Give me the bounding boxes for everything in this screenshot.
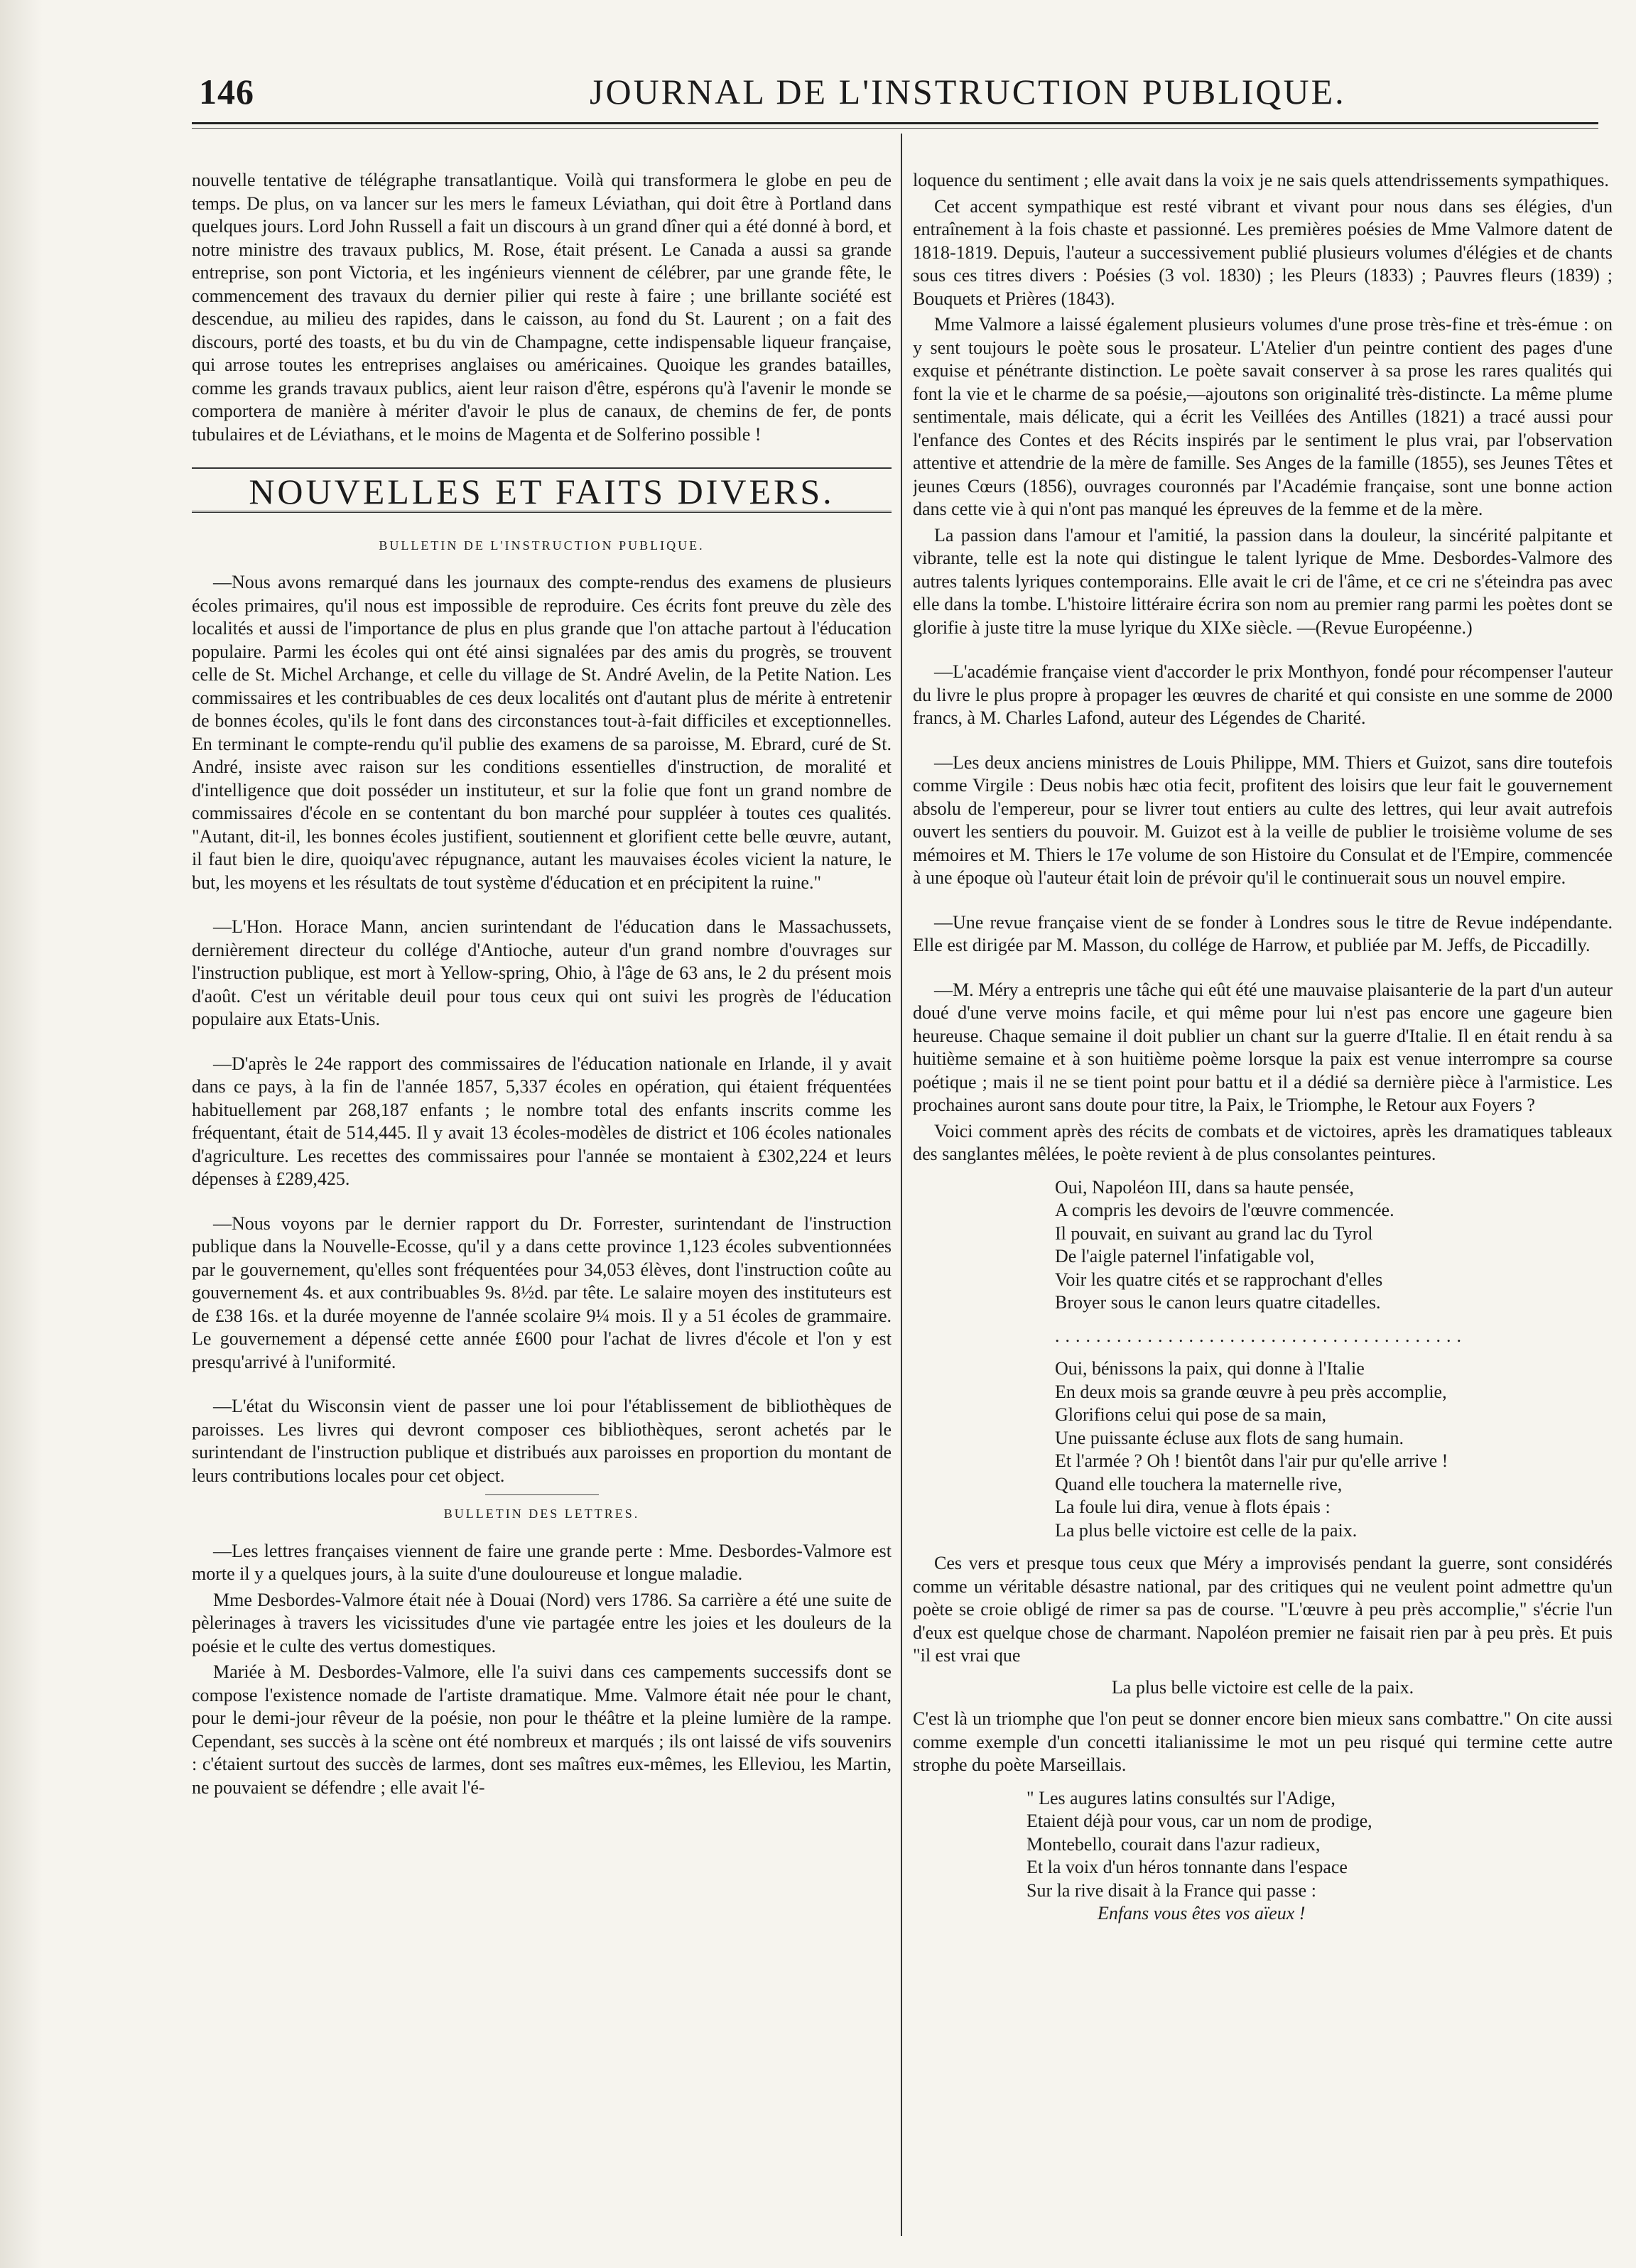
lettres-paragraph: Mme Desbordes-Valmore était née à Douai (Nord) vers 1786. Sa carrière a été une suite de pèlerinages à travers les vicissitudes d'une vie partagée entre les joies et les douleurs de la poésie et le culte des vertus domestiques. xyxy=(192,1589,892,1656)
verse-line: Quand elle touchera la maternelle rive, xyxy=(1055,1473,1343,1494)
lettres-paragraph: —Les lettres françaises viennent de faire une grande perte : Mme. Desbordes-Valmore est morte il y a quelques jours, à la suite d'une douloureuse et longue maladie. xyxy=(192,1540,892,1584)
news-item: —Une revue française vient de se fonder à Londres sous le titre de Revue indépendante. Elle est dirigée par M. Masson, du collége de Harrow, et publiée par M. Jeffs, de Piccadilly. xyxy=(913,911,1613,955)
verse-line: De l'aigle paternel l'infatigable vol, xyxy=(1055,1246,1315,1266)
lettres-paragraph: La passion dans l'amour et l'amitié, la passion dans la douleur, la sincérité palpitante et vibrante, telle est la note qui distingue le talent lyrique de Mme. Desbordes-Valmore des autres talents lyriques contemporains. Elle avait le cri de l'âme, et ce cri ne s'éteindra pas avec elle dans la tombe. L'histoire littéraire écrira son nom au premier rang parmi les poètes dont se glorifie à juste titre la muse lyrique du XIXe siècle. —(Revue Européenne.) xyxy=(913,524,1613,638)
news-item: —L'Hon. Horace Mann, ancien surintendant de l'éducation dans le Massachussets, dernièrement directeur du collége d'Antioche, auteur d'un grand nombre d'ouvrages sur l'instruction publique, est mort à Yellow-spring, Ohio, à l'âge de 63 ans, le 2 du présent mois d'août. C'est un véritable deuil pour tous ceux qui ont suivi les progrès de l'éducation populaire aux Etats-Unis. xyxy=(192,916,892,1029)
news-item: —L'académie française vient d'accorder le prix Monthyon, fondé pour récompenser l'auteur du livre le plus propre à propager les œuvres de charité et qui consiste en une somme de 2000 francs, à M. Charles Lafond, auteur des Légendes de Charité. xyxy=(913,661,1613,728)
section-title: NOUVELLES ET FAITS DIVERS. xyxy=(249,472,835,511)
verse-line: Sur la rive disait à la France qui passe : xyxy=(1026,1879,1316,1901)
verse-line: A compris les devoirs de l'œuvre commencée. xyxy=(1055,1200,1394,1220)
quoted-line: La plus belle victoire est celle de la paix. xyxy=(1111,1676,1414,1698)
news-item: —Les deux anciens ministres de Louis Philippe, MM. Thiers et Guizot, sans dire toutefois comme Virgile : Deus nobis hæc otia fecit, profitent des loisirs que leur fait le gouvernement absolu de l'empereur, pour se livrer tout entiers au culte des lettres, qui leur avait autrefois ouvert les sentiers du pouvoir. M. Guizot est à la veille de publier le troisième volume de ses mémoires et M. Thiers le 17e volume de son Histoire du Consulat et de l'Empire, commencée à une époque où l'auteur était loin de prévoir qu'il le continuerait sous un nouvel empire. xyxy=(913,752,1613,888)
verse-block xyxy=(913,1357,1613,1542)
page-edge-shadow xyxy=(0,0,43,2268)
short-rule xyxy=(485,1494,599,1495)
commentary-paragraph: C'est là un triomphe que l'on peut se donner encore bien mieux sans combattre." On cite aussi comme exemple d'un concetti italianissime le mot un peu risqué qui termine cette autre strophe du poète Marseillais. xyxy=(913,1708,1613,1775)
verse-ellipsis: ........................................ xyxy=(1055,1325,1467,1346)
verse-line: Une puissante écluse aux flots de sang humain. xyxy=(1055,1427,1404,1448)
verse-line: La foule lui dira, venue à flots épais : xyxy=(1055,1497,1331,1517)
verse-line: Oui, Napoléon III, dans sa haute pensée, xyxy=(1055,1176,1354,1198)
left-column xyxy=(192,169,892,2229)
bulletin-lettres-heading: BULLETIN DES LETTRES. xyxy=(443,1507,640,1521)
verse-line: Il pouvait, en suivant au grand lac du Tyrol xyxy=(1055,1222,1373,1244)
header-rule-thin xyxy=(192,128,1598,129)
news-item: —D'après le 24e rapport des commissaires de l'éducation nationale en Irlande, il y avait dans ce pays, à la fin de l'année 1857, 5,337 écoles en opération, qui étaient fréquentées habituellement par 268,187 enfants ; le nombre total des enfants inscrits comme les fréquentant, était de 514,445. Il y avait 13 écoles-modèles de district et 106 écoles nationales d'agriculture. Les recettes des commissaires pour l'année se montaient à £302,224 et leurs dépenses à £289,425. xyxy=(192,1053,892,1189)
news-item: —Nous voyons par le dernier rapport du Dr. Forrester, surintendant de l'instruction publique dans la Nouvelle-Ecosse, qu'il y a dans cette province 1,123 écoles subventionnées par le gouvernement, qu'elles sont fréquentées pour 34,053 élèves, dont l'instruction coûte au gouvernement 4s. et aux contribuables 9s. 8½d. par tête. Le salaire moyen des instituteurs est de £38 16s. et la durée moyenne de l'année scolaire 9¼ mois. Il y a 51 écoles de grammaire. Le gouvernement a dépensé cette année £600 pour l'achat de livres d'école et l'on y est presqu'arrivé à l'uniformité. xyxy=(192,1212,892,1372)
intro-paragraph: nouvelle tentative de télégraphe transatlantique. Voilà qui transformera le globe en peu de temps. De plus, on va lancer sur les mers le fameux Léviathan, qui doit être à Portland dans quelques jours. Lord John Russell a fait un discours à un grand dîner qui a été donné à bord, et notre ministre des travaux publics, M. Rose, était présent. Le Canada a aussi sa grande entreprise, son pont Victoria, et les ingénieurs viennent de célébrer, par une grande fête, le commencement des travaux du dernier pilier qui reste à faire ; une brillante société est descendue, au milieu des rapides, dans le caisson, au fond du St. Laurent ; on a fait des discours, porté des toasts, et bu du vin de Champagne, cette indispensable liqueur française, qui arrose toutes les entreprises anglaises ou américaines. Quoique les grandes batailles, comme les grands travaux publics, aient leur raison d'être, espérons qu'à l'avenir le monde se comportera de manière à mériter d'avoir le plus de canaux, de chemins de fer, de ponts tubulaires et de Léviathans, et le moins de Magenta et de Solferino possible ! xyxy=(192,170,892,445)
lettres-paragraph: Cet accent sympathique est resté vibrant et vivant pour nous dans ses élégies, d'un entraînement à la fois chaste et passionné. Les premières poésies de Mme Valmore datent de 1818-1819. Depuis, l'auteur a successivement publié plusieurs volumes d'élégies et de chants sous ces titres divers : Poésies (3 vol. 1830) ; les Pleurs (1833) ; Pauvres fleurs (1839) ; Bouquets et Prières (1843). xyxy=(913,195,1613,309)
commentary-paragraph: Ces vers et presque tous ceux que Méry a improvisés pendant la guerre, sont considérés comme un véritable désastre national, par des critiques qui ne veulent point admettre qu'un poète se croie obligé de rimer sa pas de course. "L'œuvre à peu près accomplie," s'écrie l'un d'eux est quelque chose de charmant. Napoléon premier ne faisait rien par à peu près. Et puis "il est vrai que xyxy=(913,1553,1613,1666)
verse-line: Et la voix d'un héros tonnante dans l'espace xyxy=(1026,1857,1348,1877)
news-item: —L'état du Wisconsin vient de passer une loi pour l'établissement de bibliothèques de paroisses. Les livres qui devront composer ces bibliothèques, seront achetés par le surintendant de l'instruction publique et distribués aux paroisses en proportion du montant de leurs contributions locales pour cet object. xyxy=(192,1396,892,1486)
right-column xyxy=(913,169,1613,2229)
verse-line: Montebello, courait dans l'azur radieux, xyxy=(1026,1833,1321,1855)
verse-line: " Les augures latins consultés sur l'Adige, xyxy=(1026,1787,1336,1808)
lettres-paragraph: Mme Valmore a laissé également plusieurs volumes d'une prose très-fine et très-émue : on y sent toujours le poète sous le prosateur. L'Atelier d'un peintre contient des pages d'une exquise et pénétrante distinction. Le poète savait conserver à sa prose les rares qualités qui font la vie et le charme de sa poésie,—ajoutons son originalité très-distincte. La même plume sentimentale, mais délicate, qui a écrit les Veillées des Antilles (1821) a tracé aussi pour l'enfance des Contes et des Récits inspirés par le sentiment le plus vrai, par l'observation attentive et attendrie de la mère de famille. Ses Anges de la famille (1855), ses Jeunes Têtes et jeunes Cœurs (1856), ouvrages couronnés par l'Académie française, sont une bonne action dans cette vie à qui n'ont pas manqué les épreuves de la femme et de la mère. xyxy=(913,314,1613,519)
verse-line: Enfans vous êtes vos aïeux ! xyxy=(1098,1903,1306,1924)
bulletin-instruction-heading: BULLETIN DE L'INSTRUCTION PUBLIQUE. xyxy=(379,538,705,553)
verse-line: Etaient déjà pour vous, car un nom de prodige, xyxy=(1026,1811,1372,1831)
news-item: —M. Méry a entrepris une tâche qui eût été une mauvaise plaisanterie de la part d'un auteur doué d'une verve moins facile, et qui même pour lui n'est pas encore une gageure bien heureuse. Chaque semaine il doit publier un chant sur la guerre d'Italie. Il en était rendu à sa huitième semaine et à son huitième poème lorsque la paix est venue interrompre sa course poétique ; mais il ne se tient point pour battu et il a dédié sa dernière pièce à l'armistice. Les prochaines auront sans doute pour titre, la Paix, le Triomphe, le Retour aux Foyers ? xyxy=(913,979,1613,1115)
news-item: —Nous avons remarqué dans les journaux des compte-rendus des examens de plusieurs écoles primaires, qu'il nous est impossible de reproduire. Ces écrits font preuve du zèle des localités et aussi de l'importance de plus en plus grande que l'on attache partout à l'éducation populaire. Parmi les écoles qui ont été ainsi signalées par des amis du progrès, se trouvent celle de St. Michel Archange, et celle du village de St. André Avelin, de la Petite Nation. Les commissaires et les contribuables de ces deux localités ont d'autant plus de mérite à entretenir de bonnes écoles, qu'ils le font dans des circonstances tout-à-fait difficiles et exceptionnelles. En terminant le compte-rendu qu'il publie des examens de sa paroisse, M. Ebrard, curé de St. André, insiste avec raison sur les conditions essentielles d'instruction, de moralité et d'intelligence que doit posséder un instituteur, et sur la folie que font un grand nombre de commissaires d'école en se contentant du bon marché pour suppléer à toutes ces qualités. "Autant, dit-il, les bonnes écoles justifient, soutiennent et glorifient cette belle œuvre, autant, il faut bien le dire, quoiqu'avec répugnance, autant les mauvaises écoles vicient la nature, le but, les moyens et les résultats de tout système d'éducation et en précipitent la ruine." xyxy=(192,572,892,893)
verse-line: Voir les quatre cités et se rapprochant d'elles xyxy=(1055,1269,1383,1290)
header-rule xyxy=(192,122,1598,124)
verse-block xyxy=(913,1176,1613,1315)
verse-line: La plus belle victoire est celle de la paix. xyxy=(1055,1519,1358,1541)
verse-line: Glorifions celui qui pose de sa main, xyxy=(1055,1404,1326,1425)
column-divider xyxy=(901,134,902,2236)
lettres-continuation: loquence du sentiment ; elle avait dans la voix je ne sais quels attendrissements sympathiques. xyxy=(913,170,1609,190)
page-header xyxy=(192,65,1598,112)
verse-line: Et l'armée ? Oh ! bientôt dans l'air pur qu'elle arrive ! xyxy=(1055,1450,1448,1471)
verse-line: En deux mois sa grande œuvre à peu près accomplie, xyxy=(1055,1381,1447,1402)
verse-line: Oui, bénissons la paix, qui donne à l'Italie xyxy=(1055,1358,1365,1379)
running-title: JOURNAL DE L'INSTRUCTION PUBLIQUE. xyxy=(590,72,1346,112)
verse-line: Broyer sous le canon leurs quatre citadelles. xyxy=(1055,1292,1381,1313)
news-item: Voici comment après des récits de combats et de victoires, après les dramatiques tableaux des sanglantes mêlées, le poète revient à de plus consolantes peintures. xyxy=(913,1120,1613,1164)
verse-block xyxy=(913,1787,1613,1926)
page-number: 146 xyxy=(199,72,254,112)
section-rule-top xyxy=(192,467,892,469)
lettres-paragraph: Mariée à M. Desbordes-Valmore, elle l'a suivi dans ces campements successifs dont se compose l'existence nomade de l'artiste dramatique. Mme. Valmore était née pour le chant, pour le demi-jour rêveur de la poésie, non pour le théâtre et la pleine lumière de la rampe. Cependant, ses succès à la scène ont été nombreux et marqués ; ils ont laissé de vifs souvenirs : c'étaient surtout des succès de larmes, dont ses maîtres eux-mêmes, les Elleviou, les Martin, ne pouvaient se défendre ; elle avait l'é- xyxy=(192,1661,892,1798)
